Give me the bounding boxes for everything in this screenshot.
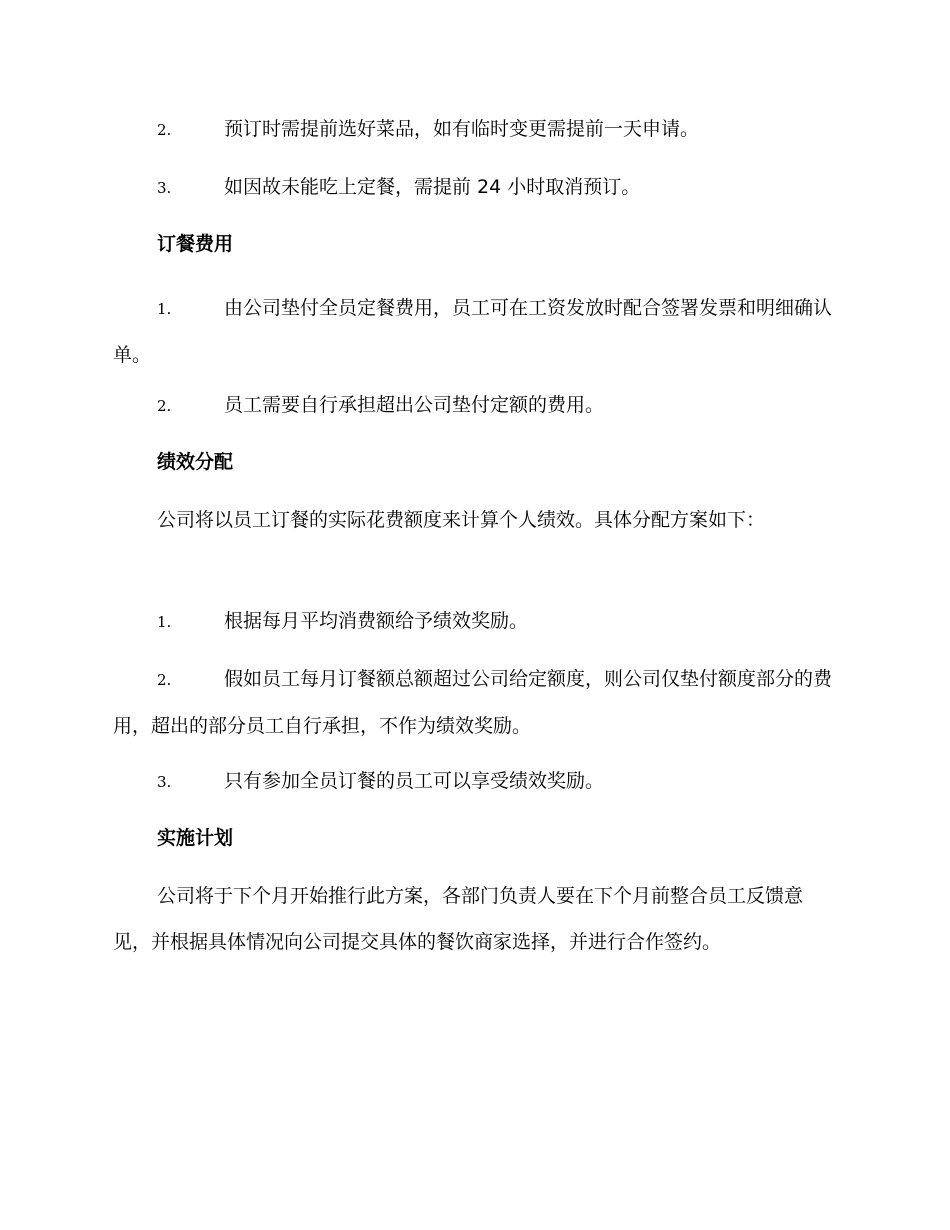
list-number: 3.: [157, 179, 172, 197]
section-heading-fees: 订餐费用: [157, 233, 234, 255]
list-number: 2.: [157, 671, 172, 689]
list-text: 根据每月平均消费额给予绩效奖励。: [224, 610, 529, 632]
section-heading-implementation: 实施计划: [157, 827, 234, 849]
paragraph-performance-intro: 公司将以员工订餐的实际花费额度来计算个人绩效。具体分配方案如下：: [157, 509, 766, 531]
list-text: 由公司垫付全员定餐费用，员工可在工资发放时配合签署发票和明细确认单。: [113, 297, 833, 366]
list-item: [113, 285, 838, 378]
list-number: 2.: [157, 397, 172, 415]
list-item: [113, 112, 838, 147]
section-heading-performance: 绩效分配: [157, 451, 234, 473]
list-text: 如因故未能吃上定餐，需提前 24 小时取消预订。: [224, 176, 641, 198]
list-text: 预订时需提前选好菜品，如有临时变更需提前一天申请。: [224, 118, 700, 140]
paragraph-implementation: 公司将于下个月开始推行此方案，各部门负责人要在下个月前整合员工反馈意见，并根据具体情况向公司提交具体的餐饮商家选择，并进行合作签约。: [113, 885, 804, 953]
list-item: [113, 170, 838, 205]
list-text: 假如员工每月订餐额总额超过公司给定额度，则公司仅垫付额度部分的费用，超出的部分员工自行承担，不作为绩效奖励。: [113, 668, 833, 737]
list-text: 员工需要自行承担超出公司垫付定额的费用。: [224, 394, 605, 416]
list-item: [113, 388, 838, 423]
list-number: 1.: [157, 300, 172, 318]
list-number: 1.: [157, 613, 172, 631]
list-item: [113, 764, 838, 799]
list-item: [113, 604, 838, 639]
list-number: 3.: [157, 773, 172, 791]
list-number: 2.: [157, 121, 172, 139]
list-item: [113, 656, 838, 749]
list-text: 只有参加全员订餐的员工可以享受绩效奖励。: [224, 770, 605, 792]
